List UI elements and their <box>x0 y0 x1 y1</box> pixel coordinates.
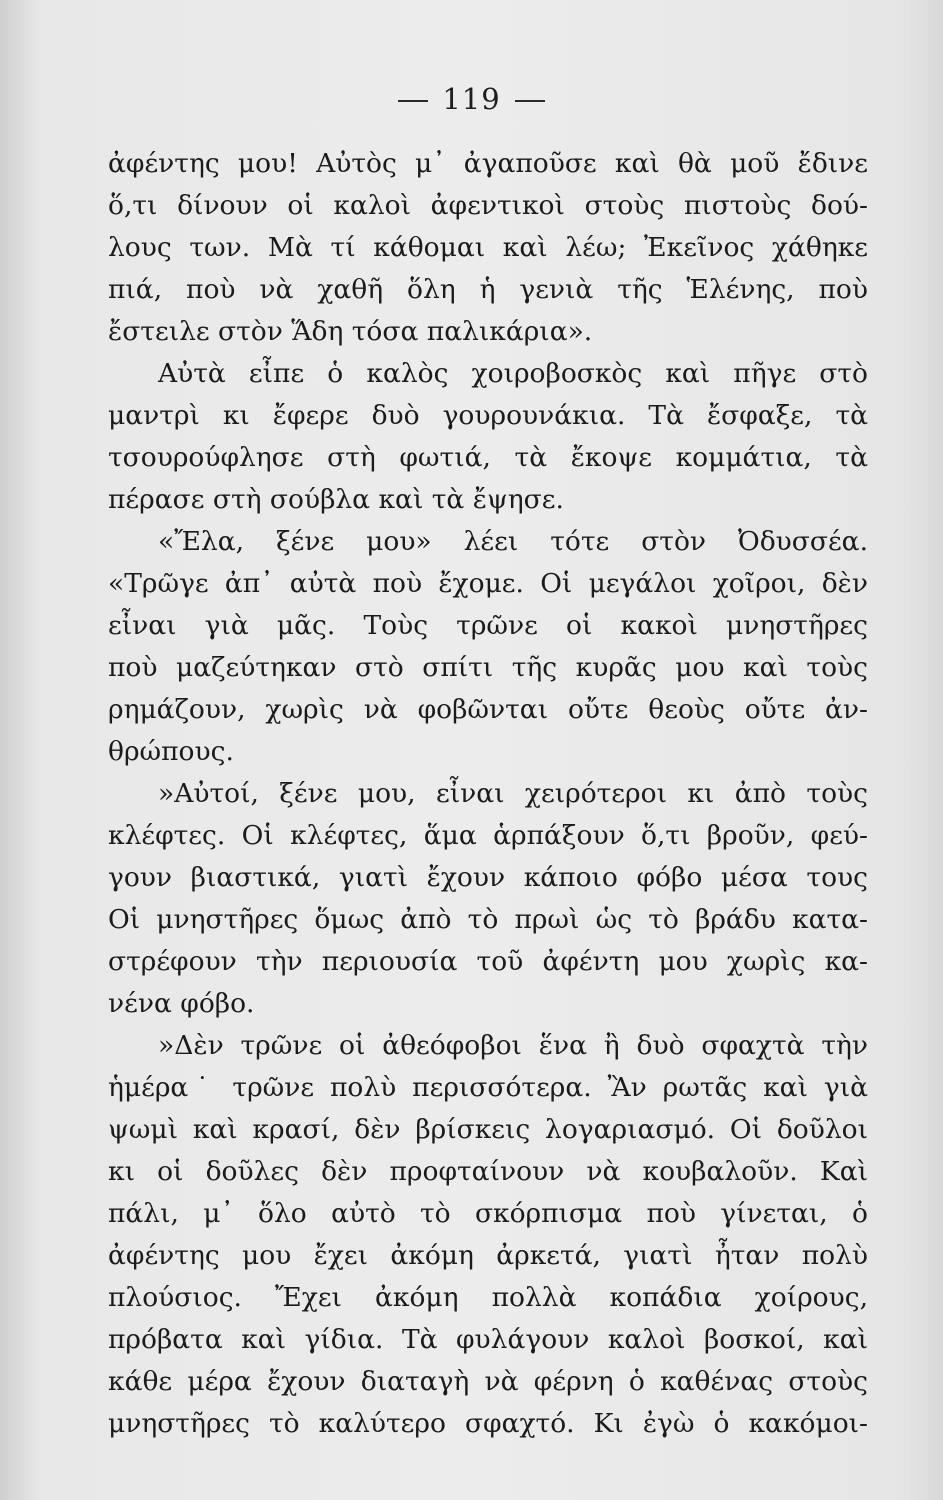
text-line: »Αὐτοί, ξένε μου, εἶναι χειρότεροι κι ἀπὸ τοὺς <box>158 778 868 809</box>
text-line: κλέφτες. Οἱ κλέφτες, ἅμα ἁρπάξουν ὅ,τι βροῦν, φεύ- <box>108 820 868 851</box>
text-line: ἔστειλε στὸν Ἅδη τόσα παλικάρια». <box>108 316 593 347</box>
text-line: ποὺ μαζεύτηκαν στὸ σπίτι τῆς κυρᾶς μου καὶ τοὺς <box>108 652 868 683</box>
text-line: ὅ,τι δίνουν οἱ καλοὶ ἀφεντικοὶ στοὺς πιστοὺς δού- <box>108 190 868 221</box>
header-dash-right <box>515 100 545 102</box>
text-line: ψωμὶ καὶ κρασί, δὲν βρίσκεις λογαριασμό. Οἱ δοῦλοι <box>108 1114 868 1145</box>
text-line: »Δὲν τρῶνε οἱ ἀθεόφοβοι ἕνα ἢ δυὸ σφαχτὰ τὴν <box>158 1030 868 1061</box>
text-line: τσουρούφλησε στὴ φωτιά, τὰ ἔκοψε κομμάτια, τὰ <box>108 442 868 473</box>
text-line: πρόβατα καὶ γίδια. Τὰ φυλάγουν καλοὶ βοσκοί, καὶ <box>108 1324 868 1355</box>
text-line: λους των. Μὰ τί κάθομαι καὶ λέω; Ἐκεῖνος χάθηκε <box>108 232 868 263</box>
text-line: ἀφέντης μου! Αὐτὸς μ᾿ ἀγαποῦσε καὶ θὰ μοῦ ἔδινε <box>108 148 868 179</box>
text-line: στρέφουν τὴν περιουσία τοῦ ἀφέντη μου χωρὶς κα- <box>108 946 868 977</box>
text-line: ρημάζουν, χωρὶς νὰ φοβῶνται οὔτε θεοὺς οὔτε ἀν- <box>108 694 868 725</box>
text-line: μαντρὶ κι ἔφερε δυὸ γουρουνάκια. Τὰ ἔσφαξε, τὰ <box>108 400 868 431</box>
page-header <box>0 82 943 116</box>
header-dash-left <box>398 100 428 102</box>
text-line: Αὐτὰ εἶπε ὁ καλὸς χοιροβοσκὸς καὶ πῆγε στὸ <box>158 358 868 389</box>
text-line: κι οἱ δοῦλες δὲν προφταίνουν νὰ κουβαλοῦν. Καὶ <box>108 1156 868 1187</box>
text-line: πάλι, μ᾿ ὅλο αὐτὸ τὸ σκόρπισμα ποὺ γίνεται, ὁ <box>108 1198 868 1229</box>
text-line: ἀφέντης μου ἔχει ἀκόμη ἀρκετά, γιατὶ ἦταν πολὺ <box>108 1240 868 1271</box>
text-line: Οἱ μνηστῆρες ὅμως ἀπὸ τὸ πρωὶ ὡς τὸ βράδυ κατα- <box>108 904 868 935</box>
text-line: εἶναι γιὰ μᾶς. Τοὺς τρῶνε οἱ κακοὶ μνηστῆρες <box>108 610 868 641</box>
text-line: θρώπους. <box>108 736 234 767</box>
text-line: «Τρῶγε ἀπ᾿ αὐτὰ ποὺ ἔχομε. Οἱ μεγάλοι χοῖροι, δὲν <box>108 568 868 599</box>
text-line: ἡμέρα˙ τρῶνε πολὺ περισσότερα. Ἂν ρωτᾶς καὶ γιὰ <box>108 1072 868 1103</box>
text-line: πιά, ποὺ νὰ χαθῆ ὅλη ἡ γενιὰ τῆς Ἑλένης, ποὺ <box>108 274 868 305</box>
page-number: 119 <box>442 82 501 116</box>
body-text <box>108 143 868 1445</box>
text-line: πλούσιος. Ἔχει ἀκόμη πολλὰ κοπάδια χοίρους, <box>108 1282 868 1313</box>
text-line: «Ἔλα, ξένε μου» λέει τότε στὸν Ὀδυσσέα. <box>158 526 868 557</box>
text-line: μνηστῆρες τὸ καλύτερο σφαχτό. Κι ἐγὼ ὁ κακόμοι- <box>108 1408 868 1439</box>
text-line: γουν βιαστικά, γιατὶ ἔχουν κάποιο φόβο μέσα τους <box>108 862 868 893</box>
text-line: νένα φόβο. <box>108 988 255 1019</box>
text-line: πέρασε στὴ σούβλα καὶ τὰ ἔψησε. <box>108 484 564 515</box>
text-line: κάθε μέρα ἔχουν διαταγὴ νὰ φέρνη ὁ καθένας στοὺς <box>108 1366 868 1397</box>
